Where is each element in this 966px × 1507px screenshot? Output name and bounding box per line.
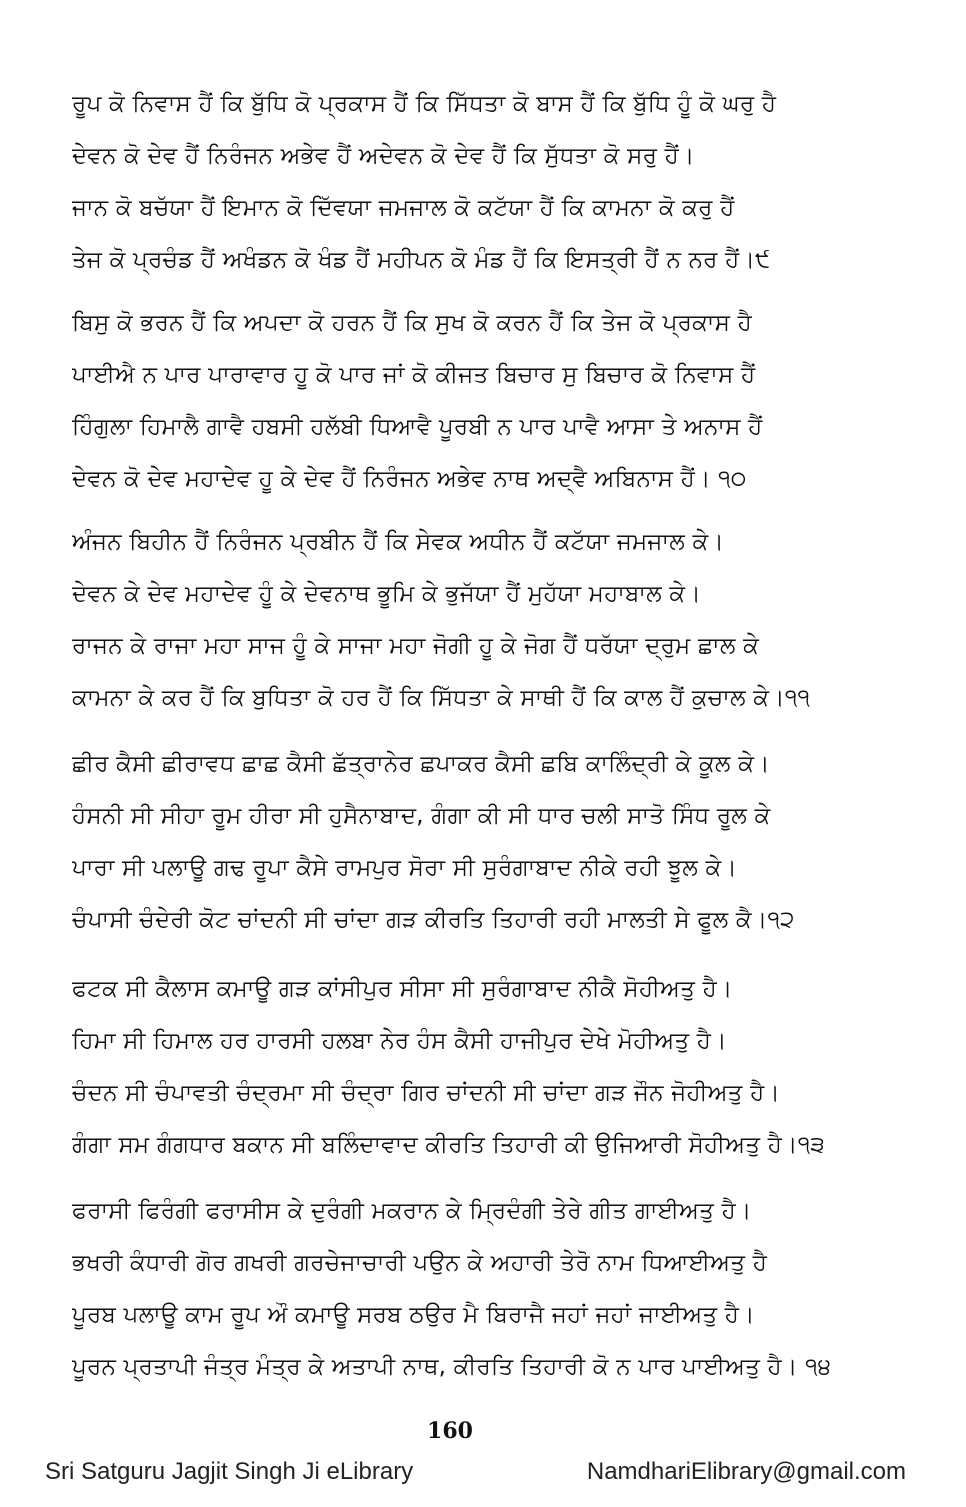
verse-line: ਪੂਰਨ ਪ੍ਰਤਾਪੀ ਜੰਤ੍ਰ ਮੰਤ੍ਰ ਕੇ ਅਤਾਪੀ ਨਾਥ, ਕੀਰਤਿ ਤਿਹਾਰੀ ਕੋ ਨ ਪਾਰ ਪਾਈਅਤੁ ਹੈ। ੧੪ (72, 1354, 832, 1380)
verse-line: ਹਿੰਗੁਲਾ ਹਿਮਾਲੈ ਗਾਵੈ ਹਬਸੀ ਹਲੱਬੀ ਧਿਆਵੈ ਪੂਰਬੀ ਨ ਪਾਰ ਪਾਵੈ ਆਸਾ ਤੇ ਅਨਾਸ ਹੈਂ (72, 414, 763, 440)
verse-line: ਤੇਜ ਕੋ ਪ੍ਰਚੰਡ ਹੈਂ ਅਖੰਡਨ ਕੋ ਖੰਡ ਹੈਂ ਮਹੀਪਨ ਕੋ ਮੰਡ ਹੈਂ ਕਿ ਇਸਤ੍ਰੀ ਹੈਂ ਨ ਨਰ ਹੈਂ।੯ (72, 247, 771, 273)
stanza-12 (72, 738, 898, 946)
verse-line: ਬਿਸੁ ਕੋ ਭਰਨ ਹੈਂ ਕਿ ਅਪਦਾ ਕੋ ਹਰਨ ਹੈਂ ਕਿ ਸੁਖ ਕੋ ਕਰਨ ਹੈਂ ਕਿ ਤੇਜ ਕੋ ਪ੍ਰਕਾਸ ਹੈ (72, 310, 752, 336)
verse-line: ਦੇਵਨ ਕੋ ਦੇਵ ਮਹਾਦੇਵ ਹੂ ਕੇ ਦੇਵ ਹੈਂ ਨਿਰੰਜਨ ਅਭੇਵ ਨਾਥ ਅਦ੍ਵੈ ਅਬਿਨਾਸ ਹੈਂ। ੧੦ (72, 466, 747, 492)
verse-line: ਚੰਪਾਸੀ ਚੰਦੇਰੀ ਕੋਟ ਚਾਂਦਨੀ ਸੀ ਚਾਂਦਾ ਗੜ ਕੀਰਤਿ ਤਿਹਾਰੀ ਰਹੀ ਮਾਲਤੀ ਸੇ ਫੂਲ ਕੈ।੧੨ (72, 907, 795, 933)
stanza-9 (72, 78, 898, 286)
verse-line: ਪੂਰਬ ਪਲਾਊ ਕਾਮ ਰੂਪ ਔ ਕਮਾਊ ਸਰਬ ਠਉਰ ਮੈ ਬਿਰਾਜੈ ਜਹਾਂ ਜਹਾਂ ਜਾਈਅਤੁ ਹੈ। (72, 1302, 755, 1328)
verse-line: ਭਖਰੀ ਕੰਧਾਰੀ ਗੋਰ ਗਖਰੀ ਗਰਚੇਜਾਚਾਰੀ ਪਉਨ ਕੇ ਅਹਾਰੀ ਤੇਰੋ ਨਾਮ ਧਿਆਈਅਤੁ ਹੈ (72, 1250, 768, 1276)
verse-line: ਹਿਮਾ ਸੀ ਹਿਮਾਲ ਹਰ ਹਾਰਸੀ ਹਲਬਾ ਨੇਰ ਹੰਸ ਕੈਸੀ ਹਾਜੀਪੁਰ ਦੇਖੇ ਮੋਹੀਅਤੁ ਹੈ। (72, 1028, 727, 1054)
verse-line: ਅੰਜਨ ਬਿਹੀਨ ਹੈਂ ਨਿਰੰਜਨ ਪ੍ਰਬੀਨ ਹੈਂ ਕਿ ਸੇਵਕ ਅਧੀਨ ਹੈਂ ਕਟੱਯਾ ਜਮਜਾਲ ਕੇ। (72, 529, 725, 555)
footer-email: NamdhariElibrary@gmail.com (586, 1458, 906, 1485)
verse-line: ਰਾਜਨ ਕੇ ਰਾਜਾ ਮਹਾ ਸਾਜ ਹੂੰ ਕੇ ਸਾਜਾ ਮਹਾ ਜੋਗੀ ਹੂ ਕੇ ਜੋਗ ਹੈਂ ਧਰੱਯਾ ਦ੍ਰੁਮ ਛਾਲ ਕੇ (72, 633, 759, 659)
verse-line: ਰੂਪ ਕੋ ਨਿਵਾਸ ਹੈਂ ਕਿ ਬੁੱਧਿ ਕੋ ਪ੍ਰਕਾਸ ਹੈਂ ਕਿ ਸਿੱਧਤਾ ਕੋ ਬਾਸ ਹੈਂ ਕਿ ਬੁੱਧਿ ਹੂੰ ਕੋ ਘਰੁ ਹੈ (72, 91, 777, 117)
stanza-10 (72, 297, 898, 505)
stanza-13 (72, 963, 898, 1171)
verse-line: ਚੰਦਨ ਸੀ ਚੰਪਾਵਤੀ ਚੰਦ੍ਰਮਾ ਸੀ ਚੰਦ੍ਰਾ ਗਿਰ ਚਾਂਦਨੀ ਸੀ ਚਾਂਦਾ ਗੜ ਜੌਨ ਜੋਹੀਅਤੁ ਹੈ। (72, 1080, 781, 1106)
verse-line: ਫਰਾਸੀ ਫਿਰੰਗੀ ਫਰਾਸੀਸ ਕੇ ਦੁਰੰਗੀ ਮਕਰਾਨ ਕੇ ਮ੍ਰਿਦੰਗੀ ਤੇਰੇ ਗੀਤ ਗਾਈਅਤੁ ਹੈ। (72, 1198, 752, 1224)
stanza-14 (72, 1185, 898, 1393)
verse-line: ਦੇਵਨ ਕੇ ਦੇਵ ਮਹਾਦੇਵ ਹੂੰ ਕੇ ਦੇਵਨਾਥ ਭੂਮਿ ਕੇ ਭੁਜੱਯਾ ਹੈਂ ਮੁਹੱਯਾ ਮਹਾਬਾਲ ਕੇ। (72, 581, 702, 607)
verse-line: ਕਾਮਨਾ ਕੇ ਕਰ ਹੈਂ ਕਿ ਬੁਧਿਤਾ ਕੋ ਹਰ ਹੈਂ ਕਿ ਸਿੱਧਤਾ ਕੇ ਸਾਥੀ ਹੈਂ ਕਿ ਕਾਲ ਹੈਂ ਕੁਚਾਲ ਕੇ।੧੧ (72, 685, 811, 711)
verse-line: ਜਾਨ ਕੋ ਬਚੱਯਾ ਹੈਂ ਇਮਾਨ ਕੋ ਦਿੱਵਯਾ ਜਮਜਾਲ ਕੋ ਕਟੱਯਾ ਹੈਂ ਕਿ ਕਾਮਨਾ ਕੋ ਕਰੁ ਹੈਂ (72, 195, 735, 221)
verse-line: ਪਾਰਾ ਸੀ ਪਲਾਊ ਗਢ ਰੂਪਾ ਕੈਸੇ ਰਾਮਪੁਰ ਸੋਰਾ ਸੀ ਸੁਰੰਗਾਬਾਦ ਨੀਕੇ ਰਹੀ ਝੂਲ ਕੇ। (72, 855, 738, 881)
verse-line: ਦੇਵਨ ਕੋ ਦੇਵ ਹੈਂ ਨਿਰੰਜਨ ਅਭੇਵ ਹੈਂ ਅਦੇਵਨ ਕੋ ਦੇਵ ਹੈਂ ਕਿ ਸੁੱਧਤਾ ਕੋ ਸਰੁ ਹੈਂ। (72, 143, 695, 169)
verse-line: ਪਾਈਐ ਨ ਪਾਰ ਪਾਰਾਵਾਰ ਹੂ ਕੋ ਪਾਰ ਜਾਂ ਕੋ ਕੀਜਤ ਬਿਚਾਰ ਸੁ ਬਿਚਾਰ ਕੋ ਨਿਵਾਸ ਹੈਂ (72, 362, 756, 388)
footer-library-name: Sri Satguru Jagjit Singh Ji eLibrary (45, 1458, 414, 1485)
verse-line: ਹੰਸਨੀ ਸੀ ਸੀਹਾ ਰੂਮ ਹੀਰਾ ਸੀ ਹੁਸੈਨਾਬਾਦ, ਗੰਗਾ ਕੀ ਸੀ ਧਾਰ ਚਲੀ ਸਾਤੋ ਸਿੰਧ ਰੂਲ ਕੇ (72, 803, 771, 829)
page-number: 160 (427, 1418, 473, 1444)
verse-line: ਛੀਰ ਕੈਸੀ ਛੀਰਾਵਧ ਛਾਛ ਕੈਸੀ ਛੱਤ੍ਰਾਨੇਰ ਛਪਾਕਰ ਕੈਸੀ ਛਬਿ ਕਾਲਿੰਦ੍ਰੀ ਕੇ ਕੂਲ ਕੇ। (72, 751, 770, 777)
verse-line: ਗੰਗਾ ਸਮ ਗੰਗਧਾਰ ਬਕਾਨ ਸੀ ਬਲਿੰਦਾਵਾਦ ਕੀਰਤਿ ਤਿਹਾਰੀ ਕੀ ਉਜਿਆਰੀ ਸੋਹੀਅਤੁ ਹੈ।੧੩ (72, 1132, 825, 1158)
stanza-11 (72, 516, 898, 724)
verse-line: ਫਟਕ ਸੀ ਕੈਲਾਸ ਕਮਾਊ ਗੜ ਕਾਂਸੀਪੁਰ ਸੀਸਾ ਸੀ ਸੁਰੰਗਾਬਾਦ ਨੀਕੈ ਸੋਹੀਅਤੁ ਹੈ। (72, 976, 733, 1002)
